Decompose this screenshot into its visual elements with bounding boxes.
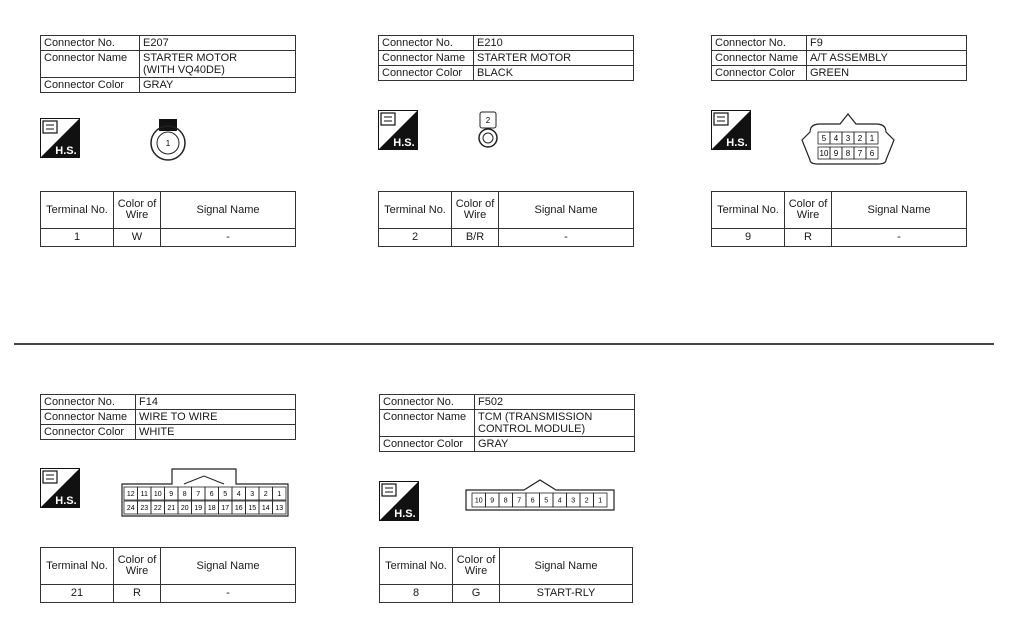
signal-cell: - xyxy=(499,229,634,247)
pin-label: 5 xyxy=(544,497,549,505)
terminal-table-f9 xyxy=(711,191,967,247)
pin-label: 20 xyxy=(180,504,189,512)
connector-name-value: STARTER MOTOR xyxy=(474,51,634,66)
wire-color-cell: G xyxy=(453,585,500,603)
pin-label: 3 xyxy=(845,133,851,143)
connector-f14-block xyxy=(40,394,296,440)
connector-no-value: F502 xyxy=(475,395,635,410)
section-divider xyxy=(14,343,994,345)
pin-label: 17 xyxy=(221,504,230,512)
wire-color-cell: W xyxy=(114,229,161,247)
connector-e210-block xyxy=(378,35,634,81)
terminal-table-f502 xyxy=(379,547,633,603)
hs-label: H.S. xyxy=(393,137,415,149)
connector-f9-diagram xyxy=(798,110,898,168)
connector-e207-diagram xyxy=(146,116,192,164)
connector-color-value: BLACK xyxy=(474,66,634,81)
pin-label: 3 xyxy=(571,497,576,505)
connector-name-label: Connector Name xyxy=(379,51,474,66)
table-row xyxy=(41,585,296,603)
pin-label: 2 xyxy=(485,116,491,125)
signal-name-header: Signal Name xyxy=(832,192,967,229)
terminal-cell: 2 xyxy=(379,229,452,247)
table-row xyxy=(380,585,633,603)
color-of-wire-header: Color of Wire xyxy=(114,192,161,229)
pin-label: 1 xyxy=(598,497,603,505)
connector-no-value: E207 xyxy=(140,36,296,51)
pin-label: 9 xyxy=(169,490,174,498)
pin-label: 7 xyxy=(517,497,522,505)
pin-label: 13 xyxy=(275,504,284,512)
pin-label: 7 xyxy=(196,490,201,498)
color-of-wire-header: Color of Wire xyxy=(785,192,832,229)
signal-name-header: Signal Name xyxy=(499,192,634,229)
connector-info-table xyxy=(379,394,635,452)
connector-e210-diagram xyxy=(474,110,502,152)
pin-label: 14 xyxy=(261,504,270,512)
connector-color-label: Connector Color xyxy=(380,437,475,452)
signal-cell: START-RLY xyxy=(500,585,633,603)
terminal-table-e207 xyxy=(40,191,296,247)
pin-label: 10 xyxy=(474,497,483,505)
connector-f502-block xyxy=(379,394,635,452)
terminal-no-header: Terminal No. xyxy=(41,192,114,229)
connector-name-line1: TCM (TRANSMISSION xyxy=(478,411,593,423)
color-of-wire-header: Color of Wire xyxy=(452,192,499,229)
pin-label: 10 xyxy=(819,148,829,158)
connector-color-label: Connector Color xyxy=(41,78,140,93)
connector-color-label: Connector Color xyxy=(379,66,474,81)
connector-name-value: WIRE TO WIRE xyxy=(136,410,296,425)
pin-label: 12 xyxy=(126,490,135,498)
terminal-cell: 9 xyxy=(712,229,785,247)
pin-label: 8 xyxy=(182,490,187,498)
signal-name-header: Signal Name xyxy=(500,548,633,585)
connector-info-table xyxy=(711,35,967,81)
wire-color-cell: B/R xyxy=(452,229,499,247)
table-row xyxy=(41,229,296,247)
signal-cell: - xyxy=(161,585,296,603)
terminal-table-f14 xyxy=(40,547,296,603)
pin-label: 4 xyxy=(833,133,839,143)
pin-label: 3 xyxy=(250,490,255,498)
pin-label: 7 xyxy=(857,148,863,158)
connector-name-value: A/T ASSEMBLY xyxy=(807,51,967,66)
connector-name-line1: STARTER MOTOR xyxy=(143,52,238,64)
pin-label: 19 xyxy=(194,504,203,512)
connector-name-label: Connector Name xyxy=(41,51,140,78)
connector-no-label: Connector No. xyxy=(379,36,474,51)
hs-symbol-icon xyxy=(378,110,418,150)
color-of-wire-header: Color of Wire xyxy=(453,548,500,585)
hs-label: H.S. xyxy=(55,145,77,157)
connector-color-label: Connector Color xyxy=(41,425,136,440)
connector-name-label: Connector Name xyxy=(41,410,136,425)
connector-f14-diagram xyxy=(118,466,292,518)
connector-info-table xyxy=(40,35,296,93)
pin-label: 4 xyxy=(236,490,241,498)
pin-label: 16 xyxy=(234,504,243,512)
pin-label: 21 xyxy=(167,504,176,512)
connector-color-value: GRAY xyxy=(140,78,296,93)
connector-no-label: Connector No. xyxy=(41,36,140,51)
pin-label: 4 xyxy=(557,497,562,505)
pin-label: 22 xyxy=(153,504,162,512)
connector-name-value xyxy=(140,51,296,78)
pin-label: 9 xyxy=(833,148,839,158)
pin-label: 6 xyxy=(869,148,875,158)
connector-name-value xyxy=(475,410,635,437)
hs-symbol-icon xyxy=(379,481,419,521)
connector-f502-diagram xyxy=(464,478,616,514)
signal-cell: - xyxy=(161,229,296,247)
terminal-no-header: Terminal No. xyxy=(41,548,114,585)
hs-symbol-icon xyxy=(40,468,80,508)
color-of-wire-header: Color of Wire xyxy=(114,548,161,585)
connector-no-value: E210 xyxy=(474,36,634,51)
pin-label: 5 xyxy=(223,490,228,498)
connector-name-line2: (WITH VQ40DE) xyxy=(143,64,225,76)
signal-name-header: Signal Name xyxy=(161,192,296,229)
terminal-cell: 21 xyxy=(41,585,114,603)
terminal-no-header: Terminal No. xyxy=(379,192,452,229)
connector-f9-block xyxy=(711,35,967,81)
signal-name-header: Signal Name xyxy=(161,548,296,585)
wire-color-cell: R xyxy=(114,585,161,603)
connector-no-label: Connector No. xyxy=(712,36,807,51)
pin-label: 24 xyxy=(126,504,135,512)
pin-label: 6 xyxy=(209,490,214,498)
hs-symbol-icon xyxy=(40,118,80,158)
connector-name-label: Connector Name xyxy=(380,410,475,437)
connector-color-value: GRAY xyxy=(475,437,635,452)
hs-label: H.S. xyxy=(394,508,416,520)
pin-label: 18 xyxy=(207,504,216,512)
pin-label: 9 xyxy=(490,497,495,505)
connector-e207-block xyxy=(40,35,296,93)
connector-name-line2: CONTROL MODULE) xyxy=(478,423,586,435)
pin-label: 10 xyxy=(153,490,162,498)
connector-color-label: Connector Color xyxy=(712,66,807,81)
connector-info-table xyxy=(40,394,296,440)
pin-label: 2 xyxy=(263,490,268,498)
terminal-no-header: Terminal No. xyxy=(380,548,453,585)
hs-symbol-icon xyxy=(711,110,751,150)
table-row xyxy=(712,229,967,247)
pin-label: 1 xyxy=(165,139,171,148)
pin-label: 2 xyxy=(857,133,863,143)
connector-info-table xyxy=(378,35,634,81)
connector-color-value: GREEN xyxy=(807,66,967,81)
hs-label: H.S. xyxy=(55,495,77,507)
connector-color-value: WHITE xyxy=(136,425,296,440)
connector-no-value: F14 xyxy=(136,395,296,410)
terminal-table-e210 xyxy=(378,191,634,247)
connector-no-label: Connector No. xyxy=(380,395,475,410)
signal-cell: - xyxy=(832,229,967,247)
pin-label: 8 xyxy=(503,497,508,505)
terminal-cell: 1 xyxy=(41,229,114,247)
pin-label: 6 xyxy=(530,497,535,505)
terminal-no-header: Terminal No. xyxy=(712,192,785,229)
table-row xyxy=(379,229,634,247)
terminal-cell: 8 xyxy=(380,585,453,603)
pin-label: 2 xyxy=(584,497,589,505)
pin-label: 15 xyxy=(248,504,257,512)
connector-name-label: Connector Name xyxy=(712,51,807,66)
pin-label: 11 xyxy=(140,490,148,498)
pin-label: 1 xyxy=(277,490,282,498)
hs-label: H.S. xyxy=(726,137,748,149)
pin-label: 23 xyxy=(140,504,149,512)
wire-color-cell: R xyxy=(785,229,832,247)
pin-label: 1 xyxy=(869,133,875,143)
connector-no-label: Connector No. xyxy=(41,395,136,410)
pin-label: 5 xyxy=(821,133,827,143)
connector-no-value: F9 xyxy=(807,36,967,51)
pin-label: 8 xyxy=(845,148,851,158)
